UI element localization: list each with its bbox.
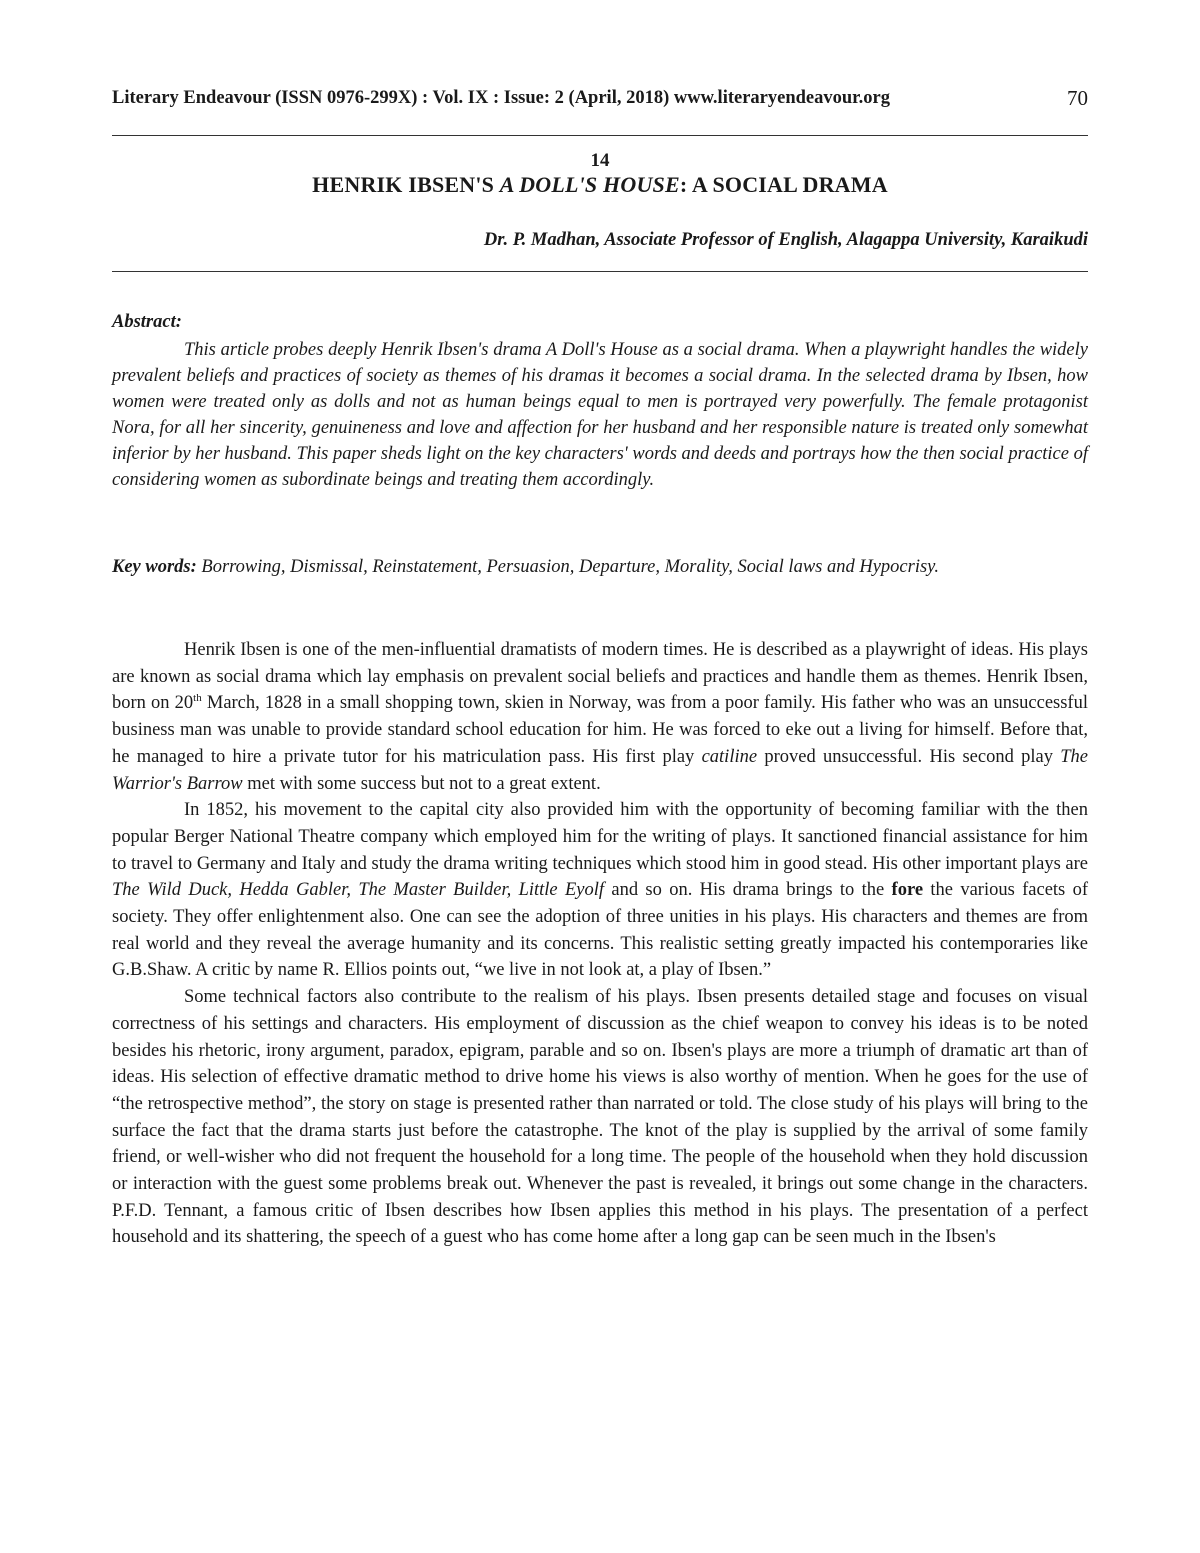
p1-text-b: March, 1828 in a small shopping town, skien in Norway, was from a poor family. His father who was an unsuccessful business man was unable to provide standard school education for him. He was forced to eke out a living for himself. Before that, he managed to hire a private tutor for his matriculation pass. His first play <box>112 693 1088 767</box>
page-number: 70 <box>1067 86 1088 110</box>
chapter-number: 14 <box>590 150 610 171</box>
header-divider <box>112 135 1088 136</box>
abstract-body: This article probes deeply Henrik Ibsen's drama A Doll's House as a social drama. When a playwright handles the widely prevalent beliefs and practices of society as themes of his dramas it becomes a social drama. In the selected drama by Ibsen, how women were treated only as dolls and not as human beings equal to men is portrayed very powerfully. The female protagonist Nora, for all her sincerity, genuineness and love and affection for her husband and her responsible nature is treated only somewhat inferior by her husband. This paper sheds light on the key characters' words and deeds and portrays how the then social practice of considering women as subordinate beings and treating them accordingly. <box>112 340 1088 490</box>
keywords-list: Borrowing, Dismissal, Reinstatement, Persuasion, Departure, Morality, Social laws and Hypocrisy. <box>196 557 939 577</box>
paragraph-1 <box>112 637 1088 797</box>
p1-play-title-2: The Warrior's Barrow <box>112 746 1088 794</box>
p2-text-b: and so on. His drama brings to the <box>604 880 892 901</box>
author-affiliation: Dr. P. Madhan, Associate Professor of English, Alagappa University, Karaikudi <box>483 230 1088 250</box>
p1-superscript: th <box>193 692 202 705</box>
article-title <box>0 172 1200 198</box>
journal-citation: Literary Endeavour (ISSN 0976-299X) : Vol. IX : Issue: 2 (April, 2018) www.literaryendeavour.org <box>112 88 891 108</box>
paragraph-3: Some technical factors also contribute to the realism of his plays. Ibsen presents detailed stage and focuses on visual correctness of his settings and characters. His employment of discussion as the chief weapon to convey his ideas is to be noted besides his rhetoric, irony argument, paradox, epigram, parable and so on. Ibsen's plays are more a triumph of dramatic art than of ideas. His selection of effective dramatic method to drive home his views is also worthy of mention. When he goes for the use of “the retrospective method”, the story on stage is presented rather than narrated or told. The close study of his plays will bring to the surface the fact that the drama starts just before the catastrophe. The knot of the play is supplied by the arrival of some family friend, or well-wisher who did not frequent the household for a long time. The people of the household when they hold discussion or interaction with the guest some problems break out. Whenever the past is revealed, it brings out some change in the characters. P.F.D. Tennant, a famous critic of Ibsen describes how Ibsen applies this method in his plays. The presentation of a perfect household and its shattering, the speech of a guest who has come home after a long gap can be seen much in the Ibsen's <box>112 987 1088 1248</box>
running-header <box>112 88 1088 112</box>
p1-text-a: Henrik Ibsen is one of the men-influential dramatists of modern times. He is described as a playwright of ideas. His plays are known as social drama which lay emphasis on prevalent social beliefs and practices and handle them as themes. Henrik Ibsen, born on 20 <box>112 640 1088 714</box>
p1-text-d: met with some success but not to a great extent. <box>242 773 601 794</box>
title-prefix: HENRIK IBSEN'S <box>312 172 500 197</box>
p2-play-titles: The Wild Duck, Hedda Gabler, The Master Builder, Little Eyolf <box>112 880 605 901</box>
p2-text-a: In 1852, his movement to the capital city also provided him with the opportunity of becoming familiar with the then popular Berger National Theatre company which employed him for the writing of plays. It sanctioned financial assistance for him to travel to Germany and Italy and study the drama writing techniques which stood him in good stead. His other important plays are <box>112 800 1088 874</box>
paragraph-2 <box>112 797 1088 984</box>
keywords-label: Key words: <box>112 557 197 577</box>
p2-text-c: the various facets of society. They offer enlightenment also. One can see the adoption of three unities in his plays. His characters and themes are from real world and they reveal the average humanity and its concerns. This realistic setting greatly impacted his contemporaries like G.B.Shaw. A critic by name R. Ellios points out, “we live in not look at, a play of Ibsen.” <box>112 880 1089 981</box>
title-suffix: : A SOCIAL DRAMA <box>679 172 888 197</box>
abstract-heading: Abstract: <box>112 312 182 332</box>
abstract-text <box>112 337 1088 493</box>
title-divider <box>112 271 1088 272</box>
title-play-name: A DOLL'S HOUSE <box>499 172 680 197</box>
keywords <box>112 554 1088 581</box>
p1-text-c: proved unsuccessful. His second play <box>757 746 1061 767</box>
p2-bold-word: fore <box>891 880 924 901</box>
p1-play-title-1: catiline <box>701 746 758 767</box>
article-body <box>112 637 1088 1251</box>
